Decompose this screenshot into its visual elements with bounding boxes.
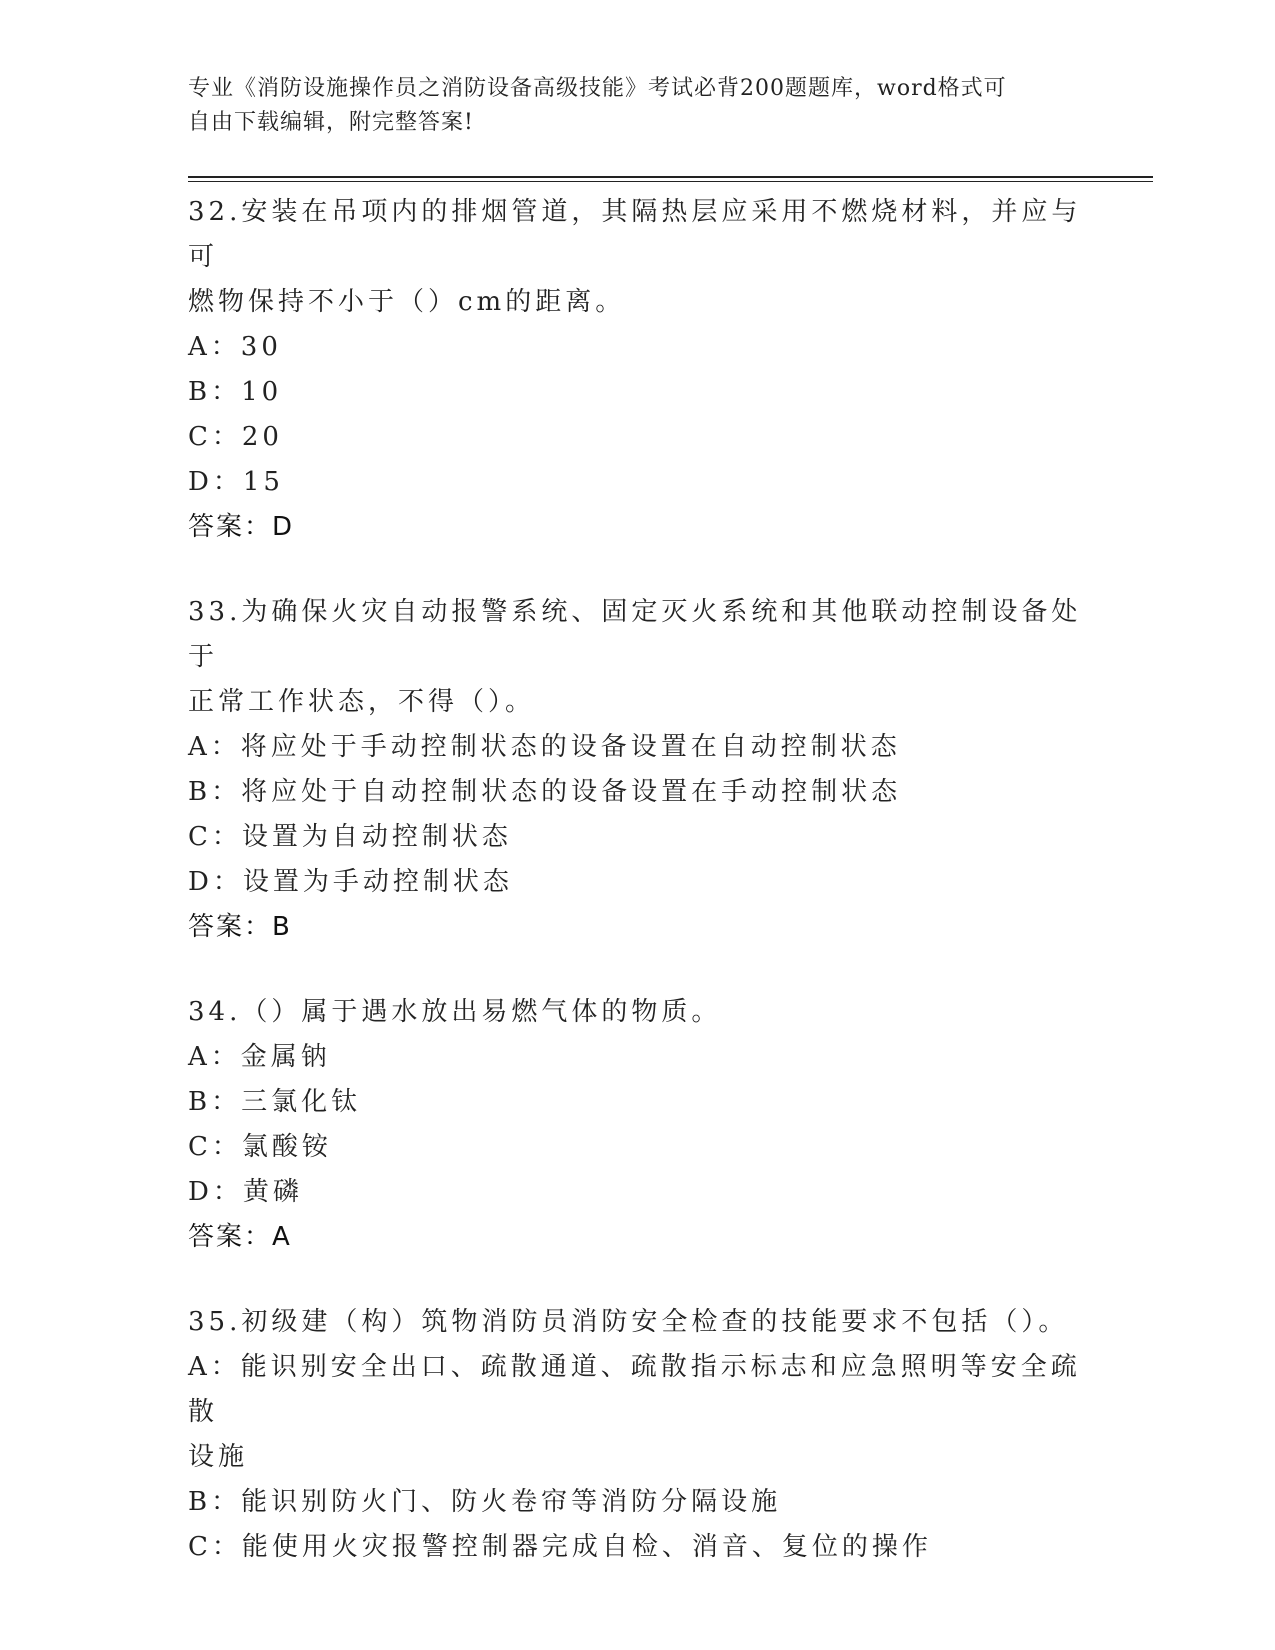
option-b: B：10 — [188, 377, 283, 407]
header-line-2: 自由下载编辑，附完整答案! — [188, 110, 474, 135]
option-a: A：金属钠 — [188, 1042, 331, 1072]
question-stem-line: 32.安装在吊项内的排烟管道，其隔热层应采用不燃烧材料，并应与可 — [188, 197, 1082, 272]
option-a: A：将应处于手动控制状态的设备设置在自动控制状态 — [188, 732, 901, 762]
question-33 — [188, 590, 1088, 950]
question-list — [188, 190, 1088, 1610]
question-32 — [188, 190, 1088, 550]
question-35 — [188, 1300, 1088, 1570]
option-b: B：能识别防火门、防火卷帘等消防分隔设施 — [188, 1487, 782, 1517]
question-stem-line: 34.（）属于遇水放出易燃气体的物质。 — [188, 997, 722, 1027]
answer-label: 答案：D — [188, 512, 295, 542]
option-a: A：30 — [188, 332, 282, 362]
question-stem-line: 燃物保持不小于（）cm的距离。 — [188, 287, 626, 317]
header-divider-bottom — [188, 181, 1153, 182]
option-a-continued: 设施 — [188, 1442, 249, 1472]
question-stem-line: 正常工作状态，不得（）。 — [188, 687, 536, 717]
document-header — [188, 72, 1088, 140]
option-c: C：20 — [188, 422, 283, 452]
option-d: D：设置为手动控制状态 — [188, 867, 513, 897]
option-b: B：将应处于自动控制状态的设备设置在手动控制状态 — [188, 777, 902, 807]
option-c: C：能使用火灾报警控制器完成自检、消音、复位的操作 — [188, 1532, 932, 1562]
question-34 — [188, 990, 1088, 1260]
option-c: C：氯酸铵 — [188, 1132, 332, 1162]
option-d: D：黄磷 — [188, 1177, 303, 1207]
option-d: D：15 — [188, 467, 284, 497]
option-c: C：设置为自动控制状态 — [188, 822, 512, 852]
option-a: A：能识别安全出口、疏散通道、疏散指示标志和应急照明等安全疏散 — [188, 1352, 1081, 1427]
question-stem-line: 33.为确保火灾自动报警系统、固定灭火系统和其他联动控制设备处于 — [188, 597, 1082, 672]
option-b: B：三氯化钛 — [188, 1087, 362, 1117]
answer-label: 答案：A — [188, 1222, 292, 1252]
header-divider-top — [188, 176, 1153, 178]
question-stem-line: 35.初级建（构）筑物消防员消防安全检查的技能要求不包括（）。 — [188, 1307, 1069, 1337]
answer-label: 答案：B — [188, 912, 292, 942]
header-line-1: 专业《消防设施操作员之消防设备高级技能》考试必背200题题库，word格式可 — [188, 76, 1007, 101]
